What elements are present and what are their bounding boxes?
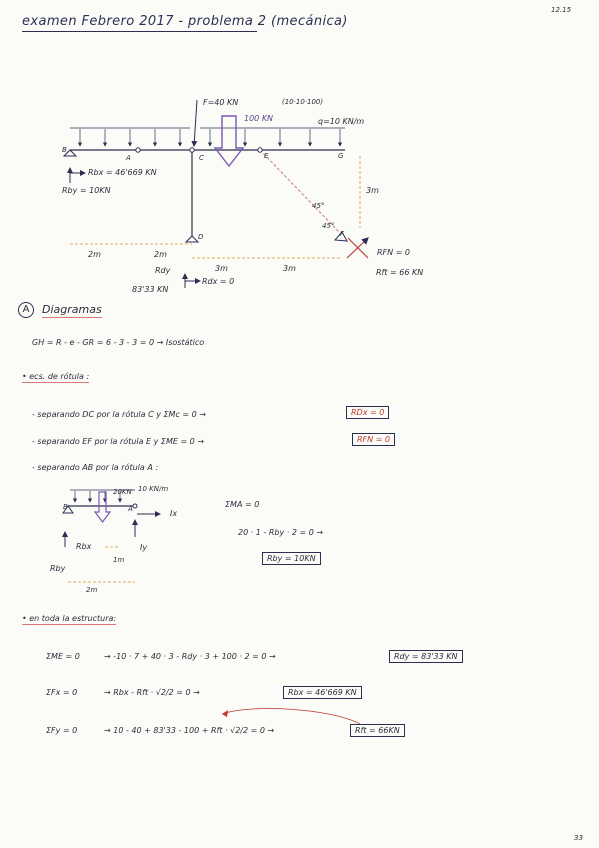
label-rft: Rft = 66 KN bbox=[376, 268, 424, 277]
eq-fy-body: → 10 - 40 + 83'33 - 100 + Rft · √2/2 = 0 → bbox=[104, 726, 275, 735]
eq-fx-label: ΣFx = 0 bbox=[46, 688, 78, 697]
sub-rbx: Rbx bbox=[76, 542, 92, 551]
sep3-text: - separando AB por la rótula A : bbox=[32, 463, 159, 472]
sub-load: 20KN bbox=[113, 488, 132, 496]
node-c: C bbox=[199, 154, 204, 162]
sep1-result: RDx = 0 bbox=[346, 406, 389, 419]
title-underline bbox=[22, 31, 257, 32]
member-ef bbox=[260, 150, 340, 233]
eq-a-line: 20 · 1 - Rby · 2 = 0 → bbox=[238, 528, 324, 537]
sub-rby: Rby bbox=[50, 564, 66, 573]
node-g: G bbox=[338, 152, 344, 160]
eq-me-result: Rdy = 83'33 KN bbox=[389, 650, 463, 663]
dim-3m-b: 3m bbox=[283, 264, 296, 273]
node-a: A bbox=[126, 154, 131, 162]
page-title: examen Febrero 2017 - problema 2 (mecánica) bbox=[22, 14, 348, 29]
node-e: E bbox=[264, 152, 269, 160]
label-q: q=10 KN/m bbox=[318, 117, 365, 126]
hinge-e bbox=[258, 148, 262, 152]
sub-q: 10 KN/m bbox=[138, 485, 169, 493]
sep2-text: - separando EF por la rótula E y ΣME = 0 → bbox=[32, 437, 205, 446]
angle-b: 45° bbox=[322, 222, 335, 230]
ecs-rotula-title: • ecs. de rótula : bbox=[22, 372, 90, 381]
label-triangle: (10·10·100) bbox=[282, 98, 324, 106]
sub-node-b: B bbox=[63, 503, 68, 511]
dim-3m-a: 3m bbox=[215, 264, 228, 273]
section-a-title: Diagramas bbox=[42, 303, 102, 316]
label-rdy-value: 83'33 KN bbox=[132, 285, 169, 294]
sub-iy: Iy bbox=[140, 543, 148, 552]
eq-a-title: ΣMA = 0 bbox=[225, 500, 260, 509]
sub-ix: Ix bbox=[170, 509, 178, 518]
eq-fy-result: Rft = 66KN bbox=[350, 724, 405, 737]
sub-dim-2m: 2m bbox=[86, 586, 98, 594]
hinge-a bbox=[136, 148, 140, 152]
eq-fy-label: ΣFy = 0 bbox=[46, 726, 78, 735]
link-arrow bbox=[210, 700, 380, 730]
label-rfn: RFN = 0 bbox=[377, 248, 411, 257]
whole-structure-title: • en toda la estructura: bbox=[22, 614, 117, 623]
page-date: 12.15 bbox=[551, 6, 572, 14]
eq-a-result: Rby = 10KN bbox=[262, 552, 321, 565]
sub-dim-1m: 1m bbox=[113, 556, 125, 564]
label-rdy: Rdy bbox=[155, 266, 171, 275]
sub-node-a: A bbox=[128, 505, 133, 513]
force-40-arrow bbox=[194, 100, 197, 146]
page-number: 33 bbox=[574, 834, 583, 842]
support-d bbox=[186, 236, 198, 242]
hinge-c bbox=[190, 148, 194, 152]
eq-fx-result: Rbx = 46'669 KN bbox=[283, 686, 362, 699]
eq-me-label: ΣME = 0 bbox=[46, 652, 80, 661]
label-rbx: Rbx = 46'669 KN bbox=[88, 168, 157, 177]
force-100-arrow bbox=[215, 116, 243, 166]
dim-2m-a: 2m bbox=[88, 250, 101, 259]
eq-me-body: → -10 · 7 + 40 · 3 - Rdy · 3 + 100 · 2 = 0 → bbox=[104, 652, 276, 661]
angle-a: 45° bbox=[312, 202, 325, 210]
gh-line: GH = R - e - GR = 6 - 3 - 3 = 0 → Isostático bbox=[32, 338, 205, 347]
node-b: B bbox=[62, 146, 67, 154]
label-100kn: 100 KN bbox=[244, 114, 274, 123]
section-a-marker: A bbox=[18, 302, 34, 318]
dim-2m-b: 2m bbox=[154, 250, 167, 259]
label-f40: F=40 KN bbox=[203, 98, 239, 107]
sep2-result: RFN = 0 bbox=[352, 433, 395, 446]
label-rby: Rby = 10KN bbox=[62, 186, 111, 195]
node-d: D bbox=[198, 233, 204, 241]
label-rdx: Rdx = 0 bbox=[202, 277, 235, 286]
sep1-text: - separando DC por la rótula C y ΣMc = 0 → bbox=[32, 410, 206, 419]
ab-subdiagram bbox=[50, 482, 190, 592]
eq-fx-body: → Rbx - Rft · √2/2 = 0 → bbox=[104, 688, 200, 697]
node-f: F bbox=[340, 230, 345, 238]
dim-3m-vertical: 3m bbox=[366, 186, 379, 195]
